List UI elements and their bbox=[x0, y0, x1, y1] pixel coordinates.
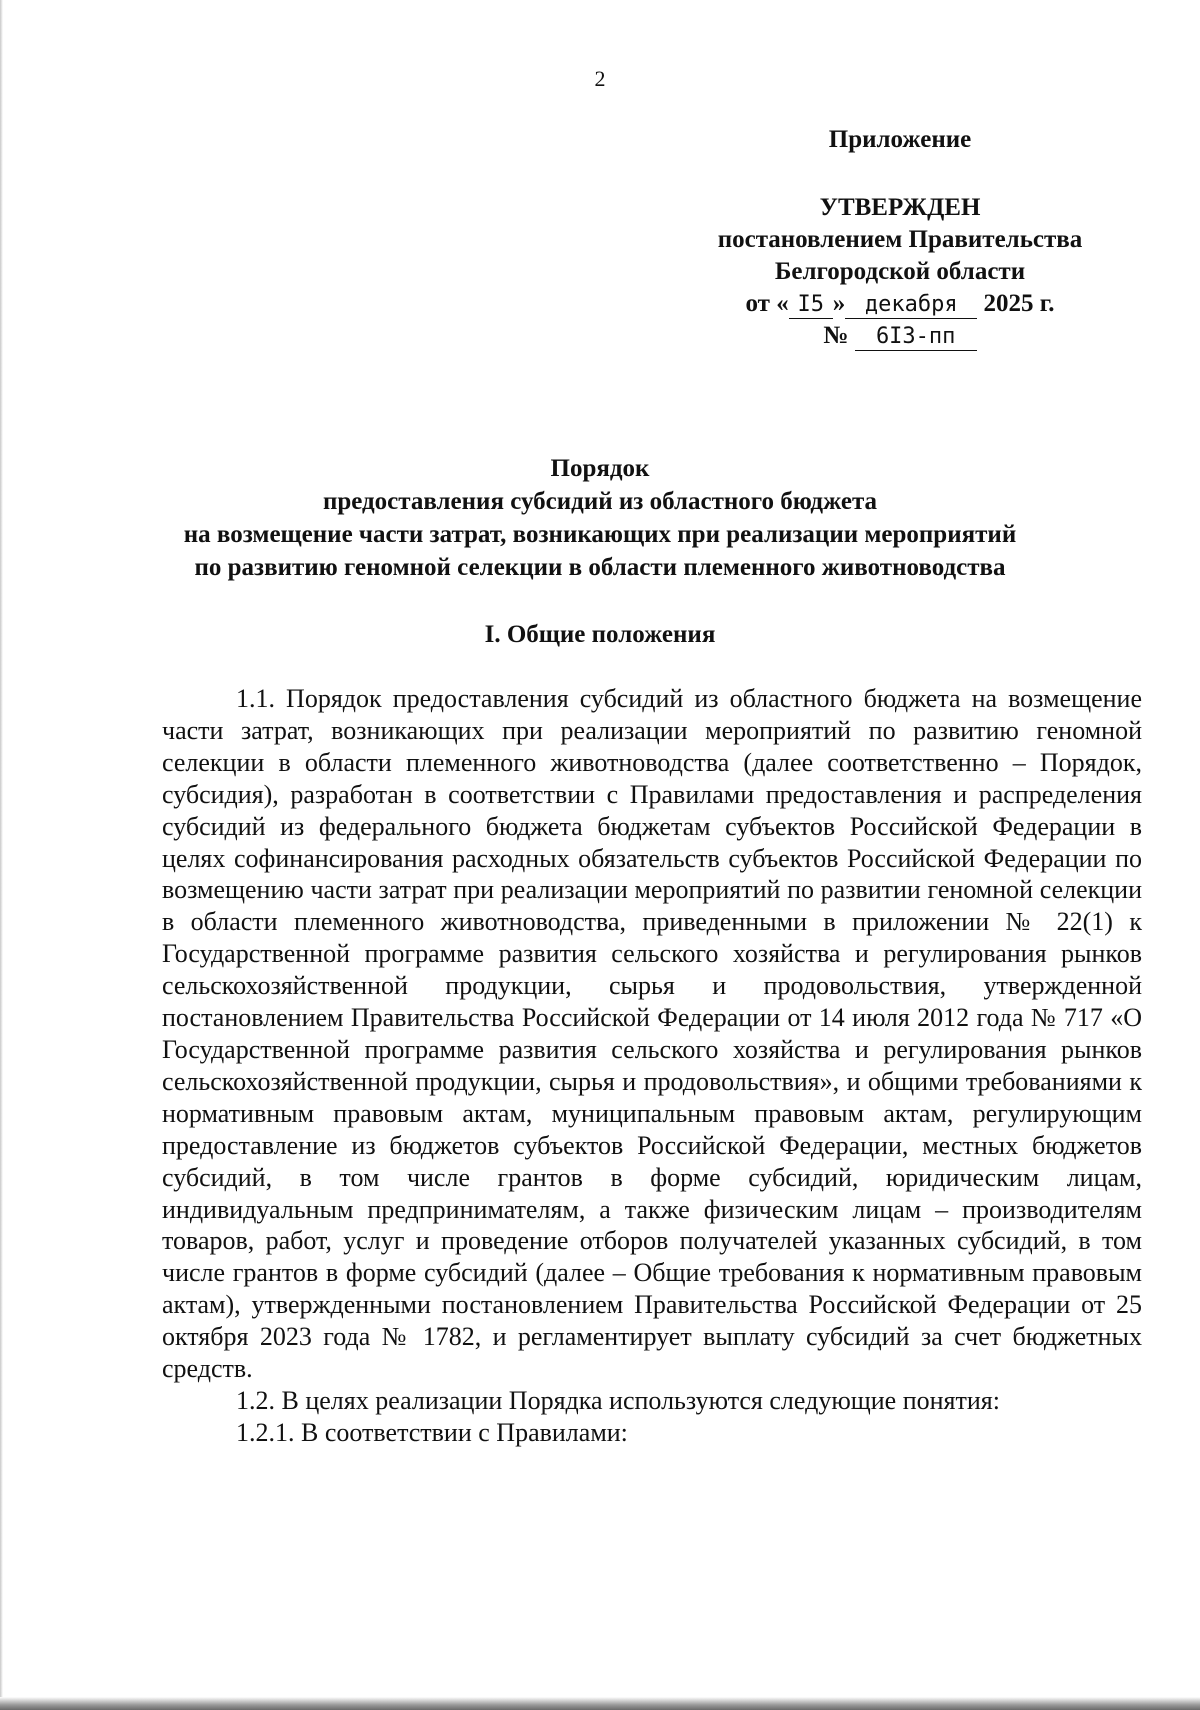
paragraph-1-2: 1.2. В целях реализации Порядка используются следующие понятия: bbox=[236, 1385, 1000, 1415]
date-close-quote: » bbox=[832, 290, 846, 317]
title-line-1: Порядок bbox=[550, 455, 650, 482]
appendix-label: Приложение bbox=[828, 126, 972, 153]
title-line-4: по развитию геномной селекции в области племенного животноводства bbox=[194, 554, 1006, 581]
approval-date-line bbox=[680, 288, 1120, 320]
approved-label: УТВЕРЖДЕН bbox=[819, 194, 981, 221]
approved-by-line1: постановлением Правительства bbox=[717, 226, 1083, 253]
document-title bbox=[140, 452, 1060, 584]
approval-block bbox=[680, 124, 1120, 352]
approved-by-line2: Белгородской области bbox=[774, 258, 1026, 285]
title-line-3: на возмещение части затрат, возникающих при реализации мероприятий bbox=[183, 521, 1017, 548]
body-text bbox=[162, 683, 1142, 1449]
date-year: 2025 г. bbox=[983, 290, 1055, 317]
title-line-2: предоставления субсидий из областного бюджета bbox=[322, 488, 878, 515]
number-prefix: № bbox=[823, 322, 849, 349]
page-number: 2 bbox=[594, 66, 606, 91]
paragraph-1-2-1: 1.2.1. В соответствии с Правилами: bbox=[236, 1417, 628, 1447]
scan-edge-left bbox=[0, 0, 3, 1710]
date-prefix: от « bbox=[745, 290, 789, 317]
paragraph-1-1: 1.1. Порядок предоставления субсидий из областного бюджета на возмещение части затрат, возникающих при реализации мероприятий по развитию геномной селекции в области племенного животноводства (далее соответственно – Порядок, субсидия), разработан в соответствии с Правилами предоставления и распределения субсидий из федерального бюджета бюджетам субъектов Российской Федерации в целях софинансирования расходных обязательств субъектов Российской Федерации по возмещению части затрат при реализации мероприятий по развитии геномной селекции в области племенного животноводства, приведенными в приложении № 22(1) к Государственной программе развития сельского хозяйства и регулирования рынков сельскохозяйственной продукции, сырья и продовольствия, утвержденной постановлением Правительства Российской Федерации от 14 июля 2012 года № 717 «О Государственной программе развития сельского хозяйства и регулирования рынков сельскохозяйственной продукции, сырья и продовольствия», и общими требованиями к нормативным правовым актам, муниципальным правовым актам, регулирующим предоставление из бюджетов субъектов Российской Федерации, местных бюджетов субсидий, в том числе грантов в форме субсидий, юридическим лицам, индивидуальным предпринимателям, а также физическим лицам – производителям товаров, работ, услуг и проведение отборов получателей указанных субсидий, в том числе грантов в форме субсидий (далее – Общие требования к нормативным правовым актам), утвержденными постановлением Правительства Российской Федерации от 25 октября 2023 года № 1782, и регламентирует выплату субсидий за счет бюджетных средств. bbox=[162, 684, 1142, 1384]
date-month-field: декабря bbox=[845, 292, 977, 319]
approval-number-line bbox=[680, 320, 1120, 352]
section-heading: I. Общие положения bbox=[484, 621, 716, 648]
scan-edge-bottom bbox=[0, 1697, 1200, 1710]
number-field: 6I3-пп bbox=[855, 324, 977, 351]
date-day-field: I5 bbox=[789, 292, 833, 319]
